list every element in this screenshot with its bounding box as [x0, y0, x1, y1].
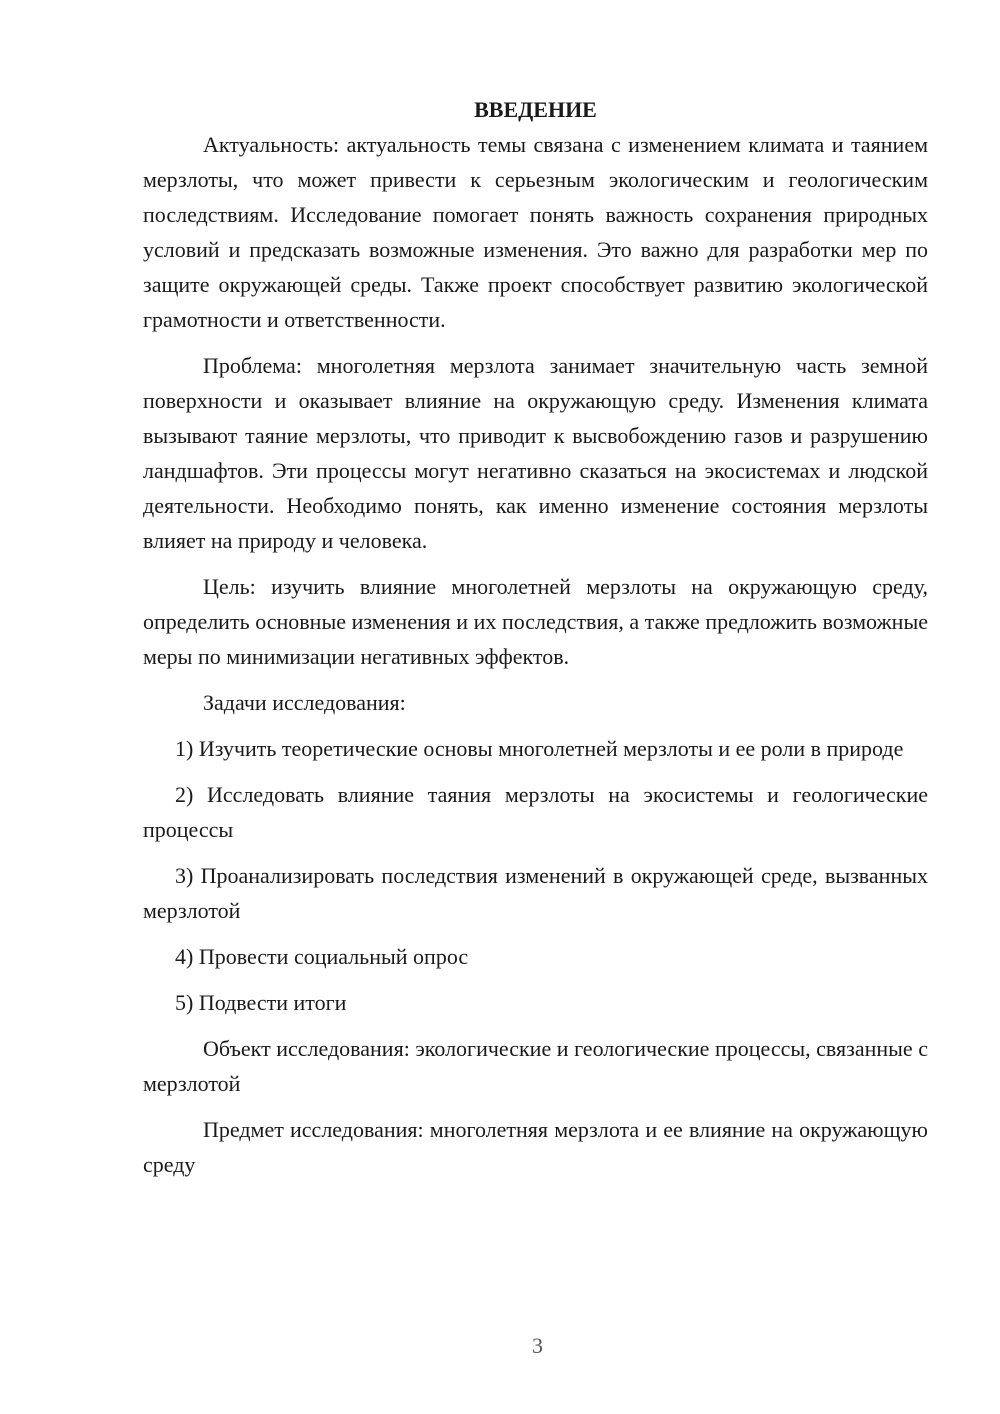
task-item: 4) Провести социальный опрос — [175, 944, 469, 969]
page-content — [143, 92, 928, 1182]
paragraph-subject: Предмет исследования: многолетняя мерзлота и ее влияние на окружающую среду — [143, 1117, 928, 1177]
paragraph-goal: Цель: изучить влияние многолетней мерзлоты на окружающую среду, определить основные изменения и их последствия, а также предложить возможные меры по минимизации негативных эффектов. — [143, 574, 928, 669]
task-item: 3) Проанализировать последствия изменений в окружающей среде, вызванных мерзлотой — [143, 863, 928, 923]
task-item: 2) Исследовать влияние таяния мерзлоты на экосистемы и геологические процессы — [143, 782, 928, 842]
task-item: 1) Изучить теоретические основы многолетней мерзлоты и ее роли в природе — [175, 736, 904, 761]
task-item: 5) Подвести итоги — [175, 990, 347, 1015]
paragraph-object: Объект исследования: экологические и геологические процессы, связанные с мерзлотой — [143, 1036, 928, 1096]
tasks-label: Задачи исследования: — [203, 690, 406, 715]
section-heading: ВВЕДЕНИЕ — [474, 97, 597, 122]
paragraph-relevance: Актуальность: актуальность темы связана с изменением климата и таянием мерзлоты, что может привести к серьезным экологическим и геологическим последствиям. Исследование помогает понять важность сохранения природных условий и предсказать возможные изменения. Это важно для разработки мер по защите окружающей среды. Также проект способствует развитию экологической грамотности и ответственности. — [143, 132, 928, 332]
page-number: 3 — [532, 1333, 543, 1358]
paragraph-problem: Проблема: многолетняя мерзлота занимает значительную часть земной поверхности и оказывает влияние на окружающую среду. Изменения климата вызывают таяние мерзлоты, что приводит к высвобождению газов и разрушению ландшафтов. Эти процессы могут негативно сказаться на экосистемах и людской деятельности. Необходимо понять, как именно изменение состояния мерзлоты влияет на природу и человека. — [143, 353, 928, 553]
